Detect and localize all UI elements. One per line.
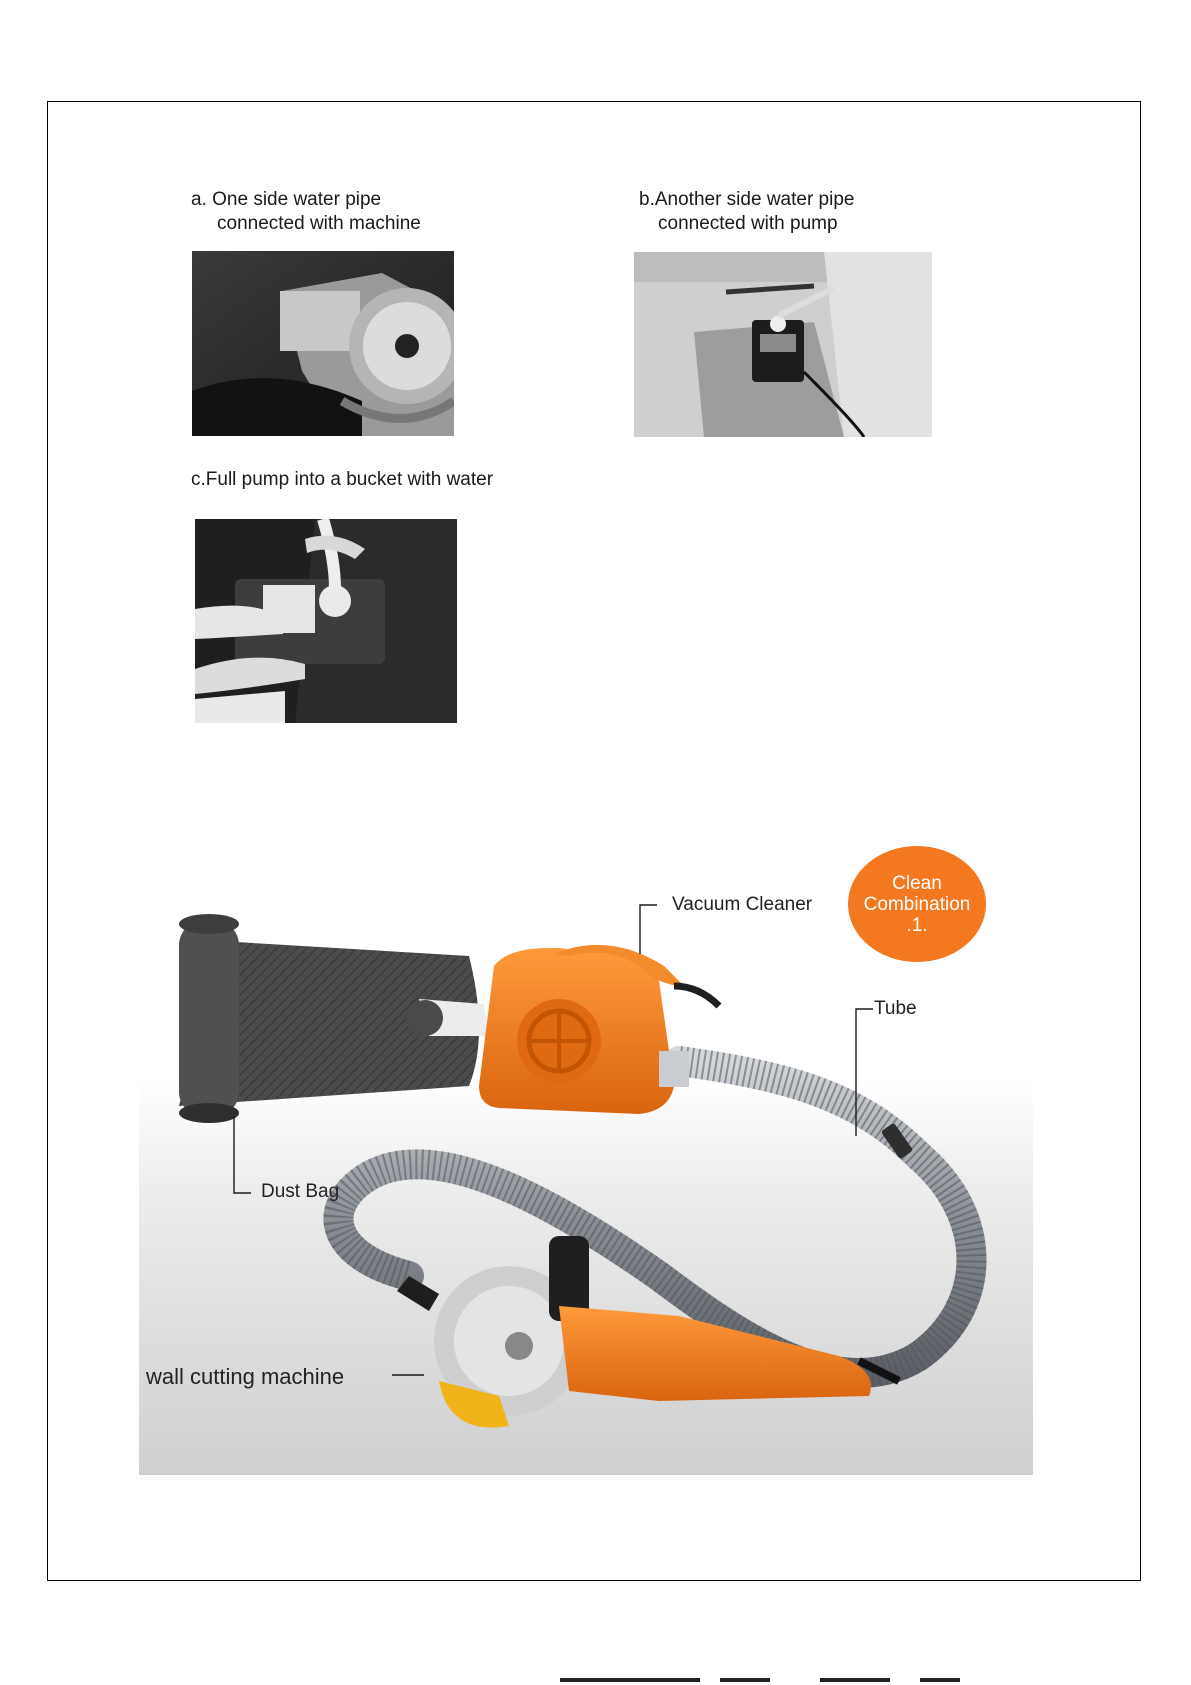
step-b-photo xyxy=(634,252,932,437)
badge-line2: Combination xyxy=(863,893,971,915)
label-dust-bag: Dust Bag xyxy=(261,1181,340,1202)
clean-combination-badge xyxy=(848,846,986,962)
step-b-line1: Another side water pipe xyxy=(654,189,855,210)
step-b-prefix: b. xyxy=(639,189,655,210)
step-c-line1: Full pump into a bucket with water xyxy=(205,469,494,490)
label-wall-cutting-machine: wall cutting machine xyxy=(146,1364,345,1389)
badge-line3: .1. xyxy=(906,914,928,936)
step-a-line1: One side water pipe xyxy=(212,189,382,210)
step-a-line2: connected with machine xyxy=(217,213,421,234)
bottom-edge-marks xyxy=(560,1678,980,1682)
step-c-photo xyxy=(195,519,457,723)
step-b-line2: connected with pump xyxy=(658,213,838,234)
step-b-caption xyxy=(639,188,854,236)
step-c-caption xyxy=(191,468,493,492)
label-vacuum-cleaner: Vacuum Cleaner xyxy=(672,894,813,915)
badge-line1: Clean xyxy=(892,872,942,894)
label-tube: Tube xyxy=(874,998,917,1019)
step-a-prefix: a. xyxy=(191,189,207,210)
step-a-photo xyxy=(192,251,454,436)
step-a-caption xyxy=(191,188,421,236)
step-c-prefix: c. xyxy=(191,469,206,490)
